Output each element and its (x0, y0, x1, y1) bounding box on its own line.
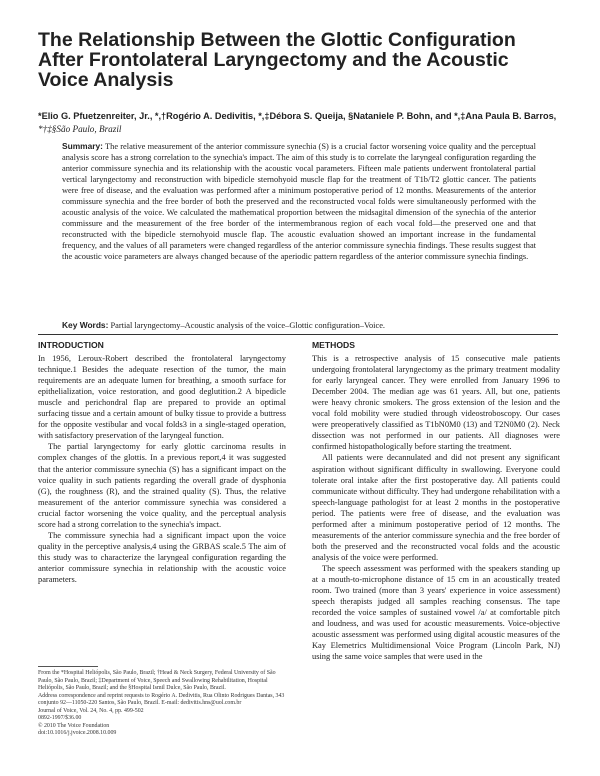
keywords-label: Key Words: (62, 320, 109, 330)
footnote-doi: doi:10.1016/j.jvoice.2008.10.009 (38, 730, 117, 737)
methods-paragraph-1: This is a retrospective analysis of 15 consecutive male patients undergoing frontolateral laryngectomy as the primary treatment modality for early laryngeal cancer. They were enrolled from January 1996 to December 2004. The median age was 61 years. All, but one, patients were heavy chronic smokers. The gross extension of the lesion and the vocal fold mobility were studied through videostroboscopy. Our cases were preoperatively classified as T1bN0M0 (13) and T2N0M0 (2). Neck dissection was not performed in our patients. All diagnoses were confirmed histopathologically before starting the treatment. (312, 354, 560, 452)
authors-location: *†‡§São Paulo, Brazil (38, 123, 122, 134)
footnote-divider (38, 666, 98, 667)
footnote-copyright: © 2010 The Voice Foundation (38, 722, 110, 729)
footnote-address: Address correspondence and reprint requests to Rogério A. Dedivitis, Rua Olinto Rodrigues Dantas, 343 conjunto 92—11050-220 Santos, São Paulo, Brazil. E-mail: dedivitis.hns@uol.com.br (38, 692, 285, 707)
introduction-heading: INTRODUCTION (38, 340, 104, 350)
methods-paragraph-2: All patients were decannulated and did not present any significant aspiration without significant difficulty in swallowing. Everyone could tolerate oral intake after the first postoperative day. All patients could communicate without difficulty. They had undergone rehabilitation with a speech-language pathologist for at least 2 months in the postoperative period. The patients were free of disease, and the evaluation was performed after a minimum postoperative period of 12 months. The measurements of the anterior commissure synechia and the free border of both the preserved and the reconstructed vocal folds and the acoustic analysis of the voice were performed. (312, 453, 560, 562)
keywords (62, 320, 536, 331)
article-title: The Relationship Between the Glottic Configuration After Frontolateral Laryngectomy and the Acoustic Voice Analysis (38, 29, 516, 91)
abstract-text: The relative measurement of the anterior commissure synechia (S) is a crucial factor worsening voice quality and the perceptual analysis score has a strong correlation to the synechia's impact. The aim of this study is to correlate the laryngeal configuration regarding the anterior commissure synechia and its relationship with the acoustic vocal parameters. Fifteen male patients underwent frontolateral partial vertical laryngectomy and reconstruction with bipedicle sternohyoid muscle flap for the treatment of T1b/T2 glottic cancer. The patients were free of disease, and the evaluation was performed after a minimum postoperative period of 12 months. Measurements of the anterior commissure synechia and the free border of both the preserved and the reconstructed vocal folds were simultaneously performed with the acoustic analysis of the voice. We calculated the mathematical proportion between the midsagital dimension of the synechia of the anterior commissure and the measurement of the free border of the intermembranous region of each vocal fold—the preserved one and that reconstructed with the bipedicle sternohyoid muscle flap. The acoustic evaluation showed an important increase in the fundamental frequency, and the values of all parameters were changed regardless of the anterior commissure synechia findings. These results suggest that the acoustic voice parameters are always changed because of the aperiodic pattern regardless of the anterior commissure synechia findings. (62, 142, 536, 262)
section-divider (38, 334, 558, 335)
introduction-paragraph-3: The commissure synechia had a significant impact upon the voice quality in the perceptive analysis,4 using the GRBAS scale.5 The aim of this study was to characterize the laryngeal configuration regarding the anterior commissure synechia in relationship with the acoustic voice parameters. (38, 530, 286, 584)
left-column (38, 340, 286, 585)
authors-names: *Elio G. Pfuetzenreiter, Jr., *,†Rogério A. Dedivitis, *,‡Débora S. Queija, §Nataniele P. Bohn, and *,‡Ana Paula B. Barros, (38, 111, 557, 121)
keywords-text: Partial laryngectomy–Acoustic analysis of the voice–Glottic configuration–Voice. (110, 321, 386, 330)
introduction-paragraph-2: The partial laryngectomy for early glottic carcinoma results in complex changes of the glottis. In a previous report,4 it was suggested that the anterior commissure synechia (S) has a significant impact on the voice quality in such patients regarding the overall grade of dysphonia (G), the roughness (R), and the strained quality (S). Thus, the relative measurement of the anterior commissure synechia was considered a crucial factor worsening the voice quality, and the perceptual analysis score had a strong correlation to the synechia's impact. (38, 442, 286, 529)
methods-paragraph-3: The speech assessment was performed with the speakers standing up at a mouth-to-microphone distance of 15 cm in an acoustically treated room. Two trained (more than 3 years' experience in voice assessment) speech therapists judged all samples reaching consensus. The tape recorded the voice samples of sustained vowel /a/ at comfortable pitch and loudness, and was used for acoustic measurements. Voice-objective acoustic assessment was performed using digital acoustic measures of the Kay Elemetrics Multidimensional Voice Program (Lincoln Park, NJ) using the same voice samples that were used in the (312, 563, 560, 662)
abstract-label: Summary: (62, 141, 103, 151)
author-list (38, 110, 558, 135)
footnote-affiliations: From the *Hospital Heliópolis, São Paulo, Brazil; †Head & Neck Surgery, Federal University of São Paulo, São Paulo, Brazil; ‡Department of Voice, Speech and Swallowing Rehabilitation, Hospital Heliópolis, São Paulo, Brazil; and the §Hospital Ismil Dulce, São Paulo, Brazil. (38, 670, 276, 692)
right-column (312, 340, 560, 662)
abstract (62, 141, 536, 263)
footnote-journal: Journal of Voice, Vol. 24, No. 4, pp. 499-502 (38, 707, 144, 714)
footnotes (38, 670, 288, 738)
introduction-paragraph-1: In 1956, Leroux-Robert described the frontolateral laryngectomy technique.1 Besides the adequate resection of the tumor, the main requirements are an adequate lumen for breathing, a smooth surface for epithelialization, voice restoration, and good deglutition.2 A bipedicle muscle and perichondral flap are prepared to provide an optimal surfacing tissue and a certain amount of bulky tissue to provide a buttress for the opposite vestibular and vocal folds3 in a single-staged operation, with satisfactory preservation of the laryngeal function. (38, 354, 286, 441)
methods-heading: METHODS (312, 340, 355, 350)
footnote-issn: 0892-1997/$36.00 (38, 715, 82, 722)
